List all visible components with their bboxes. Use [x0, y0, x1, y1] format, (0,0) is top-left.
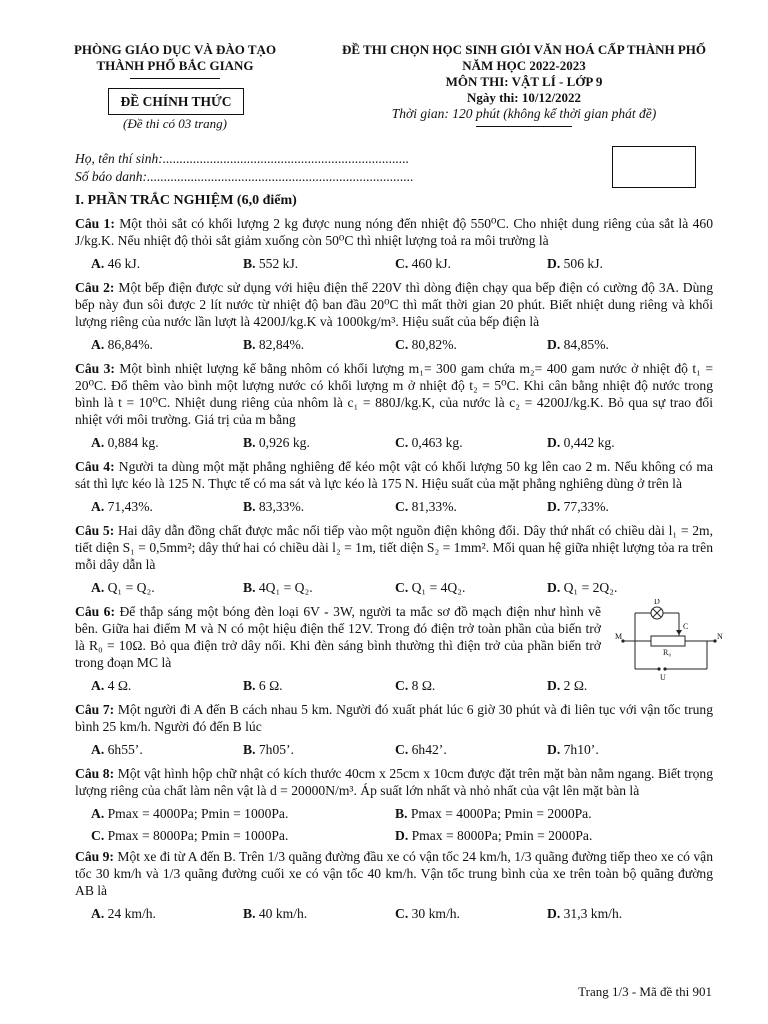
circuit-diagram	[615, 599, 725, 683]
candidate-info	[75, 150, 414, 186]
department-name: PHÒNG GIÁO DỤC VÀ ĐÀO TẠO	[73, 42, 277, 57]
question-text: Một xe đi từ A đến B. Trên 1/3 quãng đường đầu xe có vận tốc 24 km/h, 1/3 quãng đường tiếp theo xe có vận tốc 30 km/h và 1/3 quãng đường cuối xe có vận tốc 40 km/h. Vận tốc trung bình của xe trên toàn bộ quãng đường AB là	[75, 849, 713, 898]
question-text: Người ta dùng một mặt phẳng nghiêng để kéo một vật có khối lượng 50 kg lên cao 2 m. Nếu không có ma sát thì lực kéo là 125 N. Thực tế có ma sát và lực kéo là 175 N. Hiệu suất của mặt phẳng nghiêng dùng ở trên là	[75, 459, 713, 491]
header-divider	[130, 78, 220, 79]
question-text: Một thỏi sắt có khối lượng 2 kg được nung nóng đến nhiệt độ 550⁰C. Cho nhiệt dung riêng của sắt là 460 J/kg.K. Nếu nhiệt độ thỏi sắt giảm xuống còn 50⁰C thì nhiệt lượng toả ra môi trường là	[75, 216, 713, 248]
subject: MÔN THI: VẬT LÍ - LỚP 9	[445, 74, 603, 89]
score-box	[612, 146, 696, 188]
official-stamp	[108, 88, 244, 115]
option-c: C. Q₁ = 4Q₂.	[395, 580, 466, 595]
option-c: C. 0,463 kg.	[395, 435, 463, 450]
question-8	[75, 765, 713, 799]
label-m: M	[615, 632, 623, 641]
label-r0: R₀	[663, 648, 672, 657]
option-c: C. 30 km/h.	[395, 906, 460, 921]
option-b: B. 40 km/h.	[243, 906, 308, 921]
question-6	[75, 603, 601, 671]
official-label: ĐỀ CHÍNH THỨC	[120, 93, 232, 109]
question-number: Câu 1:	[75, 216, 115, 231]
answer-options	[91, 579, 713, 596]
candidate-id-line: Số báo danh:...............................................................................	[75, 169, 414, 184]
question-text: Một vật hình hộp chữ nhật có kích thước 40cm x 25cm x 10cm được đặt trên mặt bàn nằm ngang. Biết trọng lượng riêng của chất làm nên vật là d = 20000N/m³. Áp suất lớn nhất và nhỏ nhất của vật lên mặt bàn là	[75, 766, 713, 798]
question-number: Câu 3:	[75, 361, 115, 376]
label-c: C	[683, 622, 689, 631]
exam-duration: Thời gian: 120 phút (không kể thời gian phát đề)	[391, 106, 657, 121]
answer-options	[91, 905, 713, 922]
option-b: B. 552 kJ.	[243, 256, 299, 271]
answer-options	[91, 498, 713, 515]
question-number: Câu 8:	[75, 766, 115, 781]
option-a: A. 24 km/h.	[91, 906, 156, 921]
exam-title: ĐỀ THI CHỌN HỌC SINH GIỎI VĂN HOÁ CẤP THÀNH PHỐ	[341, 42, 707, 57]
exam-content	[75, 192, 723, 929]
option-a: A. 0,884 kg.	[91, 435, 159, 450]
question-number: Câu 2:	[75, 280, 115, 295]
option-a: A. 71,43%.	[91, 499, 153, 514]
exam-date: Ngày thi: 10/12/2022	[466, 90, 582, 105]
answer-options	[91, 434, 713, 451]
question-9	[75, 848, 713, 899]
option-b: B. 6 Ω.	[243, 678, 283, 693]
option-b: B. 4Q₁ = Q₂.	[243, 580, 313, 595]
question-number: Câu 9:	[75, 849, 114, 864]
option-c: C. 8 Ω.	[395, 678, 436, 693]
question-number: Câu 6:	[75, 604, 115, 619]
label-u: U	[660, 673, 666, 682]
option-a: A. 6h55’.	[91, 742, 143, 757]
option-d: D. 7h10’.	[547, 742, 599, 757]
exam-header	[318, 42, 730, 127]
question-3	[75, 360, 713, 428]
question-number: Câu 5:	[75, 523, 115, 538]
page-footer: Trang 1/3 - Mã đề thi 901	[578, 984, 712, 999]
option-b: B. 83,33%.	[243, 499, 305, 514]
option-a: A. Pmax = 4000Pa; Pmin = 1000Pa.	[91, 806, 289, 821]
candidate-name-line: Họ, tên thí sinh:.........................................................................	[75, 151, 410, 166]
label-d: D	[654, 599, 660, 606]
header-divider	[476, 126, 572, 127]
option-d: D. 506 kJ.	[547, 256, 603, 271]
question-1	[75, 215, 713, 249]
option-c: C. Pmax = 8000Pa; Pmin = 1000Pa.	[91, 828, 289, 843]
answer-options	[91, 805, 713, 844]
school-year: NĂM HỌC 2022-2023	[462, 58, 586, 73]
option-a: A. 4 Ω.	[91, 678, 132, 693]
question-text: Một bếp điện được sử dụng với hiệu điện thế 220V thì dòng điện chạy qua bếp điện có cường độ 3A. Dùng bếp này đun sôi được 2 lít nước từ nhiệt độ ban đầu 20⁰C thì mất thời gian 20 phút. Biết nhiệt dung riêng và khối lượng riêng của nước lần lượt là 4200J/kg.K và 1000kg/m³. Hiệu suất của bếp điện là	[75, 280, 713, 329]
department-header	[40, 42, 310, 79]
question-text: Để thắp sáng một bóng đèn loại 6V - 3W, người ta mắc sơ đồ mạch điện như hình vẽ bên. Giữa hai điểm M và N có một hiệu điện thế 12V. Trong đó điện trở toàn phần của biến trở là R₀ = 10Ω. Bỏ qua điện trở dây nối. Khi đèn sáng bình thường thì điện trở của phần biến trở trong đoạn MC là	[75, 604, 601, 670]
option-c: C. 6h42’.	[395, 742, 447, 757]
option-c: C. 460 kJ.	[395, 256, 451, 271]
question-2	[75, 279, 713, 330]
option-a: A. Q₁ = Q₂.	[91, 580, 155, 595]
option-d: D. 31,3 km/h.	[547, 906, 623, 921]
question-number: Câu 4:	[75, 459, 115, 474]
pages-note: (Đề thi có 03 trang)	[123, 116, 227, 131]
question-text: Một người đi A đến B cách nhau 5 km. Người đó xuất phát lúc 6 giờ 30 phút và đi liên tục với vận tốc trung bình 25 km/h. Người đó đến B lúc	[75, 702, 713, 734]
question-number: Câu 7:	[75, 702, 115, 717]
option-d: D. Q₁ = 2Q₂.	[547, 580, 618, 595]
section-heading: I. PHẦN TRẮC NGHIỆM (6,0 điểm)	[75, 193, 297, 208]
question-6-block	[75, 599, 723, 682]
city-name: THÀNH PHỐ BẮC GIANG	[96, 58, 254, 73]
option-a: A. 46 kJ.	[91, 256, 141, 271]
option-c: C. 81,33%.	[395, 499, 457, 514]
option-b: B. 82,84%.	[243, 337, 305, 352]
answer-options	[91, 741, 713, 758]
option-d: D. 0,442 kg.	[547, 435, 615, 450]
option-d: D. 2 Ω.	[547, 678, 588, 693]
option-b: B. Pmax = 4000Pa; Pmin = 2000Pa.	[395, 806, 592, 821]
option-b: B. 7h05’.	[243, 742, 294, 757]
answer-options	[91, 336, 713, 353]
question-7	[75, 701, 713, 735]
rheostat-icon	[651, 636, 685, 646]
question-5	[75, 522, 713, 573]
option-d: D. Pmax = 8000Pa; Pmin = 2000Pa.	[395, 828, 593, 843]
option-b: B. 0,926 kg.	[243, 435, 310, 450]
question-4	[75, 458, 713, 492]
label-n: N	[717, 632, 723, 641]
answer-options	[91, 255, 713, 272]
option-a: A. 86,84%.	[91, 337, 153, 352]
question-text: Một bình nhiệt lượng kế bằng nhôm có khối lượng m₁= 300 gam chứa m₂= 400 gam nước ở nhiệt độ t₁ = 20⁰C. Đổ thêm vào bình một lượng nước có khối lượng m ở nhiệt độ t₂ = 5⁰C. Khi cân bằng nhiệt độ nước trong bình là t = 10⁰C. Nhiệt dung riêng của nhôm là c₁ = 880J/kg.K, của nước là c₂ = 4200J/kg.K. Bỏ qua sự trao đổi nhiệt với môi trường. Giá trị của m bằng	[75, 361, 713, 427]
option-c: C. 80,82%.	[395, 337, 457, 352]
option-d: D. 77,33%.	[547, 499, 609, 514]
option-d: D. 84,85%.	[547, 337, 609, 352]
question-text: Hai dây dẫn đồng chất được mắc nối tiếp vào một nguồn điện không đổi. Dây thứ nhất có chiều dài l₁ = 2m, tiết diện S₁ = 0,5mm²; dây thứ hai có chiều dài l₂ = 1m, tiết diện S₂ = 1mm². Mối quan hệ giữa nhiệt lượng tỏa ra trên mỗi dây dẫn là	[75, 523, 713, 572]
